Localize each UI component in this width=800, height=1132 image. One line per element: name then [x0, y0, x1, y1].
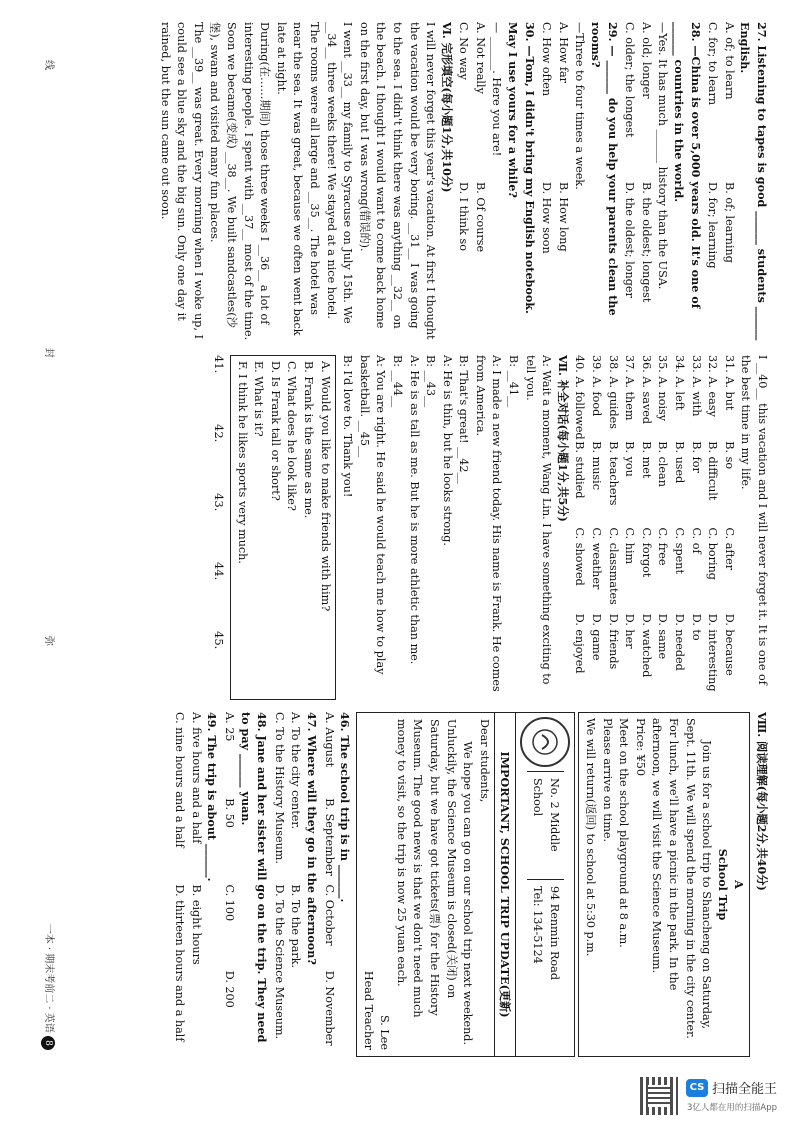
- option: 33. A. with: [689, 355, 703, 417]
- watermark-subtitle: 3亿人都在用的扫描App: [687, 1103, 778, 1113]
- option: 37. A. them: [623, 355, 637, 421]
- option: D. needed: [673, 613, 687, 671]
- option: D. game: [590, 613, 604, 661]
- option: C. No way: [457, 22, 471, 80]
- col1-line: The __39__ was great. Every morning when I woke up, I could see a blue sky and the big sun. Only one day it rained, but the sun came out soon.: [158, 22, 205, 339]
- notice-sign-name: S. Lee: [378, 1014, 392, 1050]
- col1-line: I went __33__ my family to Syracuse on July 15th. We __34__ three weeks there! We stayed at a nice hotel. The rooms were all large and __35__. The hotel was near the sea. It was great, because we often went back late at night.: [274, 22, 355, 336]
- option: C. classmates: [606, 527, 620, 605]
- question-line: 49. The trip is about ______.: [205, 712, 220, 882]
- option: 34. A. left: [673, 355, 687, 411]
- trip-detail-line: Please arrive on time.: [600, 718, 614, 843]
- col2-options: [670, 355, 687, 700]
- option: C. after: [722, 527, 736, 571]
- update-notice: [356, 712, 575, 1057]
- col2-options: [720, 355, 737, 700]
- dialogue-option: E. What is it?: [252, 361, 266, 437]
- notice-body: [357, 713, 494, 1056]
- col2-options: [621, 355, 638, 700]
- option: 38. A. guides: [606, 355, 620, 430]
- page-label-text: 一本 · 期末考前二 · 英语: [43, 923, 54, 1033]
- question-options: [320, 712, 337, 1057]
- col1-line: —Yes. It has much ______ history than the USA.: [656, 22, 670, 290]
- option: B. music: [590, 441, 604, 490]
- col1-line: During(在……期间) those three weeks I __36__ a lot of interesting people. I spent with __37__ most of the time. Soon we became(变成) __38__. We built sandcastles(沙堡), swam and visited many fun places.: [208, 22, 272, 341]
- col1-line: —Three to four times a week.: [573, 22, 587, 190]
- option: B. of; learning: [722, 182, 736, 263]
- answer-slot: 43.: [212, 493, 226, 512]
- trip-detail-line: Join us for a school trip to Shancheng on Saturday, Sept. 11th. We will spend the morning in the city center. For lunch, we'll have a picnic in the park. In the afternoon, we will visit the Science Museum.: [650, 718, 714, 1039]
- col1-options: [538, 22, 555, 342]
- option: C. showed: [573, 527, 587, 586]
- option: D. 200: [222, 970, 236, 1008]
- option: D. I think so: [457, 182, 471, 251]
- col2-line: A: I made a new friend today. His name is Frank. He comes from America.: [473, 355, 504, 692]
- option: B. for: [689, 441, 703, 473]
- col2-options: [587, 355, 604, 700]
- scanner-watermark: [640, 1075, 795, 1125]
- reading-questions: [171, 712, 354, 1057]
- option: 40. A. followed: [573, 355, 587, 440]
- notice-sign-title: Head Teacher: [361, 970, 375, 1050]
- option: C. How often: [540, 22, 554, 97]
- watermark-title: 扫描全能王: [712, 1082, 778, 1097]
- page-number: 8: [41, 1036, 55, 1050]
- option: C. for; to learn: [706, 22, 720, 106]
- col2-line: B: __44__: [390, 355, 404, 408]
- school-address: 94 Renmin Road: [548, 886, 562, 980]
- col2-options: [654, 355, 671, 700]
- col2-line: B: That's great! __42__: [457, 355, 471, 484]
- seal-mark-1: 线: [43, 60, 54, 70]
- notice-greeting: Dear students,: [477, 719, 491, 803]
- option: 35. A. noisy: [656, 355, 670, 422]
- option: D. enjoyed: [573, 613, 587, 674]
- col1-options: [704, 22, 721, 342]
- school-contact: [527, 879, 564, 1056]
- option: C. 100: [222, 884, 236, 922]
- question-options: [171, 712, 188, 1057]
- option: D. November: [322, 970, 336, 1046]
- trip-title: School Trip: [715, 848, 730, 921]
- col2-options: [571, 355, 588, 700]
- col2-options: [637, 355, 654, 700]
- col1-line: Ⅵ. 完形填空(每小题1分,共10分): [439, 22, 454, 193]
- col1-options: [471, 22, 488, 342]
- option: D. the oldest; longer: [623, 182, 637, 298]
- question-line: 46. The school trip is in ______.: [338, 712, 353, 903]
- option: C. nine hours and a half: [173, 712, 187, 848]
- col1-line: 27. Listening to tapes is good ______ students ______ English.: [738, 22, 769, 341]
- col1-line: I will never forget this year's vacation. At first I thought the vacation would be very boring. __31__ I was going to the sea. I didn't think there was anything __32__ on the beach. I thought I would want to come back home on the first day, but I was wrong(错误的).: [357, 22, 438, 340]
- option: B. September: [322, 798, 336, 876]
- answer-slot: 42.: [212, 424, 226, 443]
- option: A. five hours and a half: [189, 712, 203, 844]
- option: C. him: [623, 527, 637, 565]
- trip-detail-line: We will return(返回) to school at 5:30 p.m.: [584, 718, 598, 957]
- option: 36. A. saved: [639, 355, 653, 425]
- trip-detail-line: Price: ¥50: [633, 718, 647, 777]
- answer-slot: 45.: [212, 631, 226, 650]
- seal-mark-2: 封: [43, 347, 54, 358]
- option: B. met: [639, 441, 653, 479]
- option: D. How soon: [540, 182, 554, 254]
- notice-text: We hope you can go on our school trip next weekend. Unluckily, the Science Museum is closed(关闭) on Saturday, but we have got tickets(票) for the History Museum. The good news is that we don't need much money to visit, so the trip is now 25 yuan each.: [394, 719, 475, 1046]
- question-line: 48. Jane and her sister will go on the trip. They need to pay ______ yuan.: [238, 712, 270, 1043]
- option: A. 25: [222, 712, 236, 742]
- dialogue-options-box: [230, 355, 336, 700]
- school-tel: Tel: 134-5124: [531, 886, 545, 964]
- option: C. of: [689, 527, 703, 554]
- option: B. so: [722, 441, 736, 470]
- col2-line: A: Wait a moment, Wang Lin. I have something exciting to tell you.: [523, 355, 554, 685]
- option: B. eight hours: [189, 884, 203, 965]
- col1-line: 30. —Tom, I didn't bring my English notebook. May I use yours for a while?: [506, 22, 537, 314]
- option: D. To the Science Museum.: [272, 884, 286, 1040]
- option: B. used: [673, 441, 687, 484]
- option: B. 50: [222, 798, 236, 828]
- reading-heading: Ⅷ. 阅读理解(每小题2分,共40分): [755, 712, 769, 891]
- col1-line: 29. — ______ do you help your parents clean the rooms?: [589, 22, 620, 316]
- question-options: [220, 712, 237, 1057]
- option: B. clean: [656, 441, 670, 487]
- question-line: 47. Where will they go in the afternoon?: [304, 712, 319, 965]
- option: 39. A. food: [590, 355, 604, 417]
- option: B. How long: [556, 182, 570, 252]
- option: D. interesting: [706, 613, 720, 692]
- dialogue-option: A. Would you like to make friends with him?: [318, 361, 332, 612]
- option: D. thirteen hours and a half: [173, 884, 187, 1042]
- question-options: [287, 712, 304, 1057]
- col1-line: — ______. Here you are!: [490, 22, 504, 157]
- col1-options: [455, 22, 472, 342]
- question-options: [187, 712, 204, 1057]
- col2-line: B: __41__: [507, 355, 521, 408]
- option: D. same: [656, 613, 670, 660]
- exam-page: [40, 0, 800, 1070]
- option: C. spent: [673, 527, 687, 574]
- answer-line: [210, 355, 227, 700]
- option: A. of; to learn: [722, 22, 736, 100]
- notice-header: [515, 713, 574, 1056]
- dialogue-option: F. I think he likes sports very much.: [235, 361, 249, 564]
- page-label: [44, 924, 58, 1050]
- school-name: No. 2 Middle School: [527, 771, 564, 879]
- option: B. the oldest; longest: [639, 182, 653, 303]
- option: B. To the park.: [289, 884, 303, 969]
- seal-mark-3: 弥: [43, 635, 54, 646]
- trip-ad-box: [578, 712, 750, 1057]
- option: D. friends: [606, 613, 620, 670]
- answer-slot: 41.: [212, 355, 226, 374]
- option: C. older; the longest: [623, 22, 637, 138]
- page-footer: [44, 30, 58, 1050]
- cloze-and-dialogue: [339, 355, 770, 700]
- col2-line: A: He is as tall as me. But he is more athletic than me.: [407, 355, 421, 665]
- option: B. teachers: [606, 441, 620, 506]
- dialogue-option: D. Is Frank tall or short?: [268, 361, 282, 501]
- col2-line: Ⅶ. 补全对话(每小题1分,共5分): [555, 355, 570, 522]
- section-letter: A: [732, 880, 747, 889]
- qr-code-icon: [640, 1077, 678, 1115]
- option: D. for; learning: [706, 182, 720, 269]
- option: B. difficult: [706, 441, 720, 501]
- option: C. boring: [706, 527, 720, 580]
- option: C. free: [656, 527, 670, 566]
- dialogue-option: B. Frank is the same as me.: [301, 361, 315, 519]
- column-1: [156, 22, 770, 342]
- option: B. Of course: [473, 182, 487, 253]
- col2-line: A: He is thin, but he looks strong.: [440, 355, 454, 546]
- trip-details: [581, 718, 714, 1051]
- school-emblem-icon: [520, 717, 570, 767]
- camscanner-logo: CS: [686, 1079, 708, 1097]
- option: C. October: [322, 884, 336, 946]
- option: D. watched: [639, 613, 653, 678]
- col2-line: B: __43__: [424, 355, 438, 408]
- option: A. To the city center.: [289, 712, 303, 830]
- trip-detail-line: Meet on the school playground at 8 a.m.: [617, 718, 631, 948]
- option: B. studied: [573, 441, 587, 499]
- answer-slot: 44.: [212, 562, 226, 581]
- col2-options: [687, 355, 704, 700]
- option: A. How far: [556, 22, 570, 83]
- notice-headline: IMPORTANT, SCHOOL TRIP UPDATE(更新): [494, 713, 516, 1056]
- col1-options: [554, 22, 571, 342]
- option: C. weather: [590, 527, 604, 590]
- col1-line: 28. —China is over 5,000 years old. It's one of ______ countries in the world.: [672, 22, 703, 309]
- option: D. to: [689, 613, 703, 641]
- option: A. Not really: [473, 22, 487, 94]
- dialogue-option: C. What does he look like?: [285, 361, 299, 511]
- col2-options: [704, 355, 721, 700]
- option: 32. A. easy: [706, 355, 720, 417]
- option: A. August: [322, 712, 336, 768]
- option: A. old; longer: [639, 22, 653, 99]
- col2-line: B: I'd love to. Thank you!: [341, 355, 355, 498]
- column-3: [171, 712, 770, 1057]
- col1-options: [637, 22, 654, 342]
- option: C. forgot: [639, 527, 653, 578]
- question-options: [270, 712, 287, 1057]
- option: D. because: [722, 613, 736, 676]
- option: B. you: [623, 441, 637, 477]
- column-2: [210, 355, 770, 700]
- col1-options: [720, 22, 737, 342]
- col2-line: I __40__ this vacation and I will never forget it. It is one of the best time in my life.: [739, 355, 769, 685]
- col2-options: [604, 355, 621, 700]
- option: C. To the History Museum.: [272, 712, 286, 864]
- option: 31. A. but: [722, 355, 736, 411]
- col1-options: [621, 22, 638, 342]
- option: D. her: [623, 613, 637, 649]
- col2-line: A: You are right. He said he would teach me how to play basketball. __45__: [357, 355, 388, 675]
